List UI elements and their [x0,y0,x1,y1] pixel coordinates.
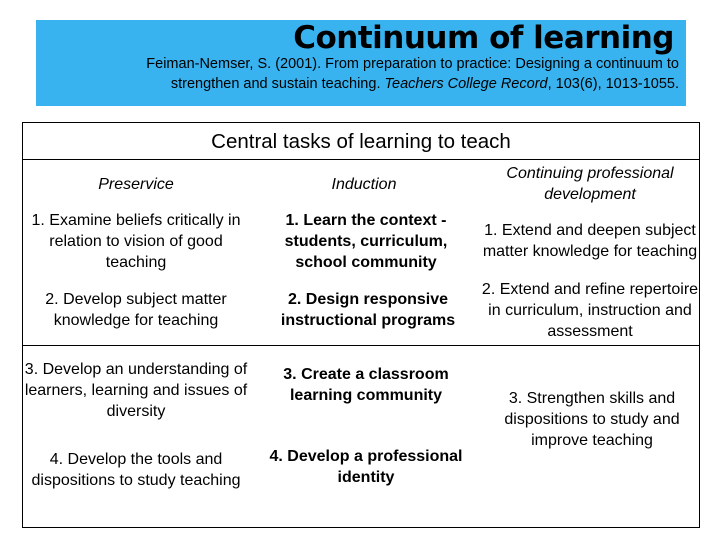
continuing-task-1: 1. Extend and deepen subject matter knowledge for teaching [482,222,698,260]
continuing-task-3: 3. Strengthen skills and dispositions to study and improve teaching [504,389,680,449]
page-title: Continuum of learning [293,20,674,56]
preservice-task-1: 1. Examine beliefs critically in relation to vision of good teaching [31,211,241,271]
citation-line-2 [36,74,679,94]
citation-line-1: Feiman-Nemser, S. (2001). From preparation to practice: Designing a continuum to [146,56,679,72]
header-banner [36,20,686,106]
row-divider [23,345,699,346]
citation-volume: , 103(6), 1013-1055. [547,76,679,92]
induction-task-1: 1. Learn the context - students, curriculum, school community [284,211,448,271]
citation [36,54,679,94]
continuing-task-2: 2. Extend and refine repertoire in curriculum, instruction and assessment [481,280,699,340]
tasks-table [22,122,700,528]
induction-task-2: 2. Design responsive instructional programs [280,291,456,329]
column-header-continuing: Continuing professional development [506,165,674,203]
column-header-induction: Induction [331,175,397,193]
preservice-task-4: 4. Develop the tools and dispositions to study teaching [31,451,241,489]
citation-text: strengthen and sustain teaching. [170,76,385,92]
column-header-preservice: Preservice [98,175,174,193]
citation-journal: Teachers College Record [384,76,548,92]
induction-task-3: 3. Create a classroom learning community [283,366,449,404]
preservice-task-2: 2. Develop subject matter knowledge for teaching [45,291,227,329]
induction-task-4: 4. Develop a professional identity [269,448,463,486]
preservice-task-3: 3. Develop an understanding of learners, learning and issues of diversity [24,360,248,420]
table-title: Central tasks of learning to teach [23,123,699,160]
